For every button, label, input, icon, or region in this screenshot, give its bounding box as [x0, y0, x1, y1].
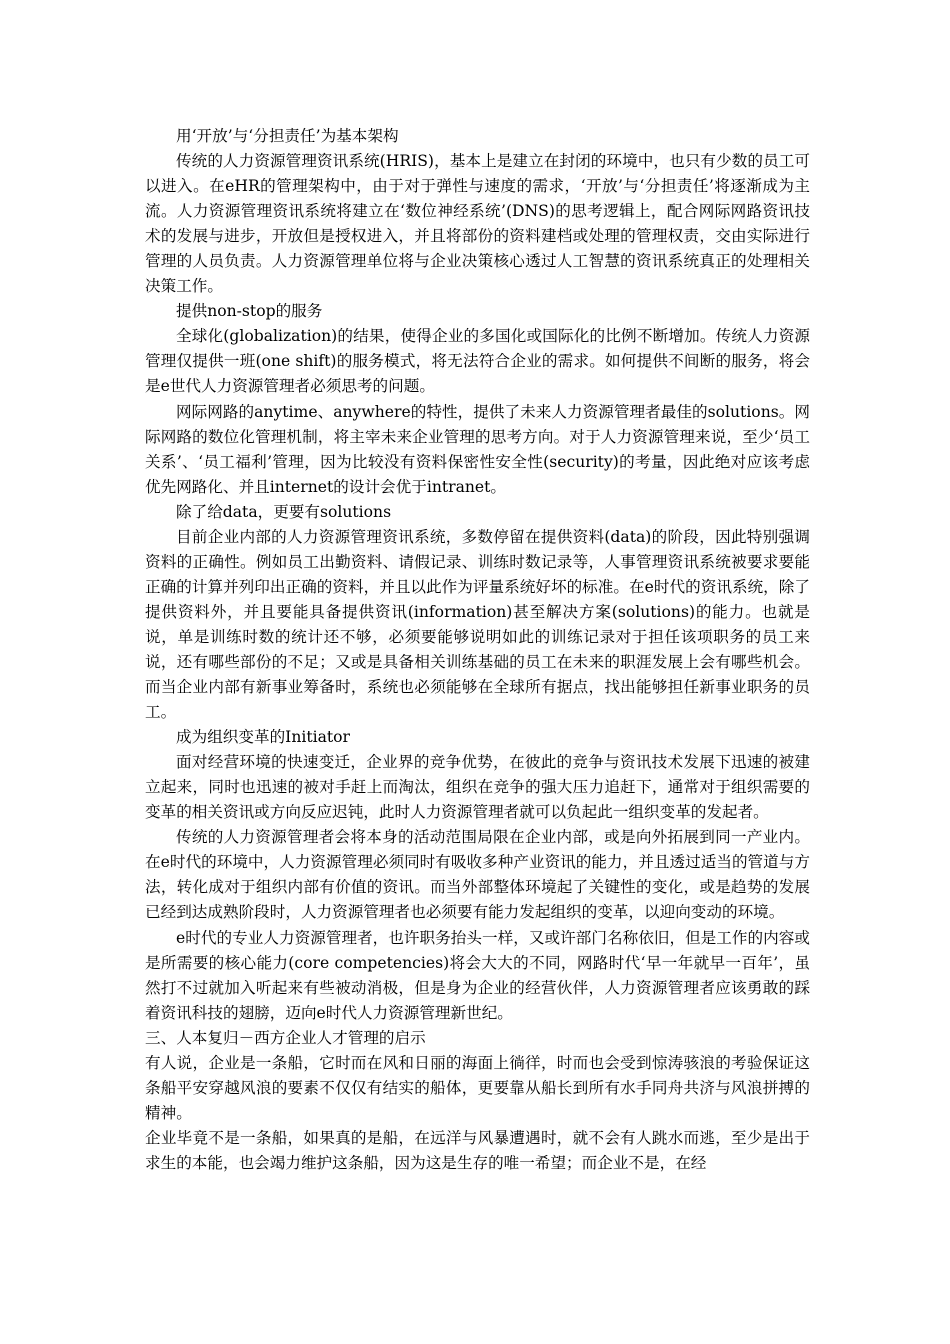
section-heading-data-solutions: 除了给data，更要有solutions [176, 502, 392, 521]
section-heading-open-architecture: 用‘开放’与‘分担责任’为基本架构 [176, 127, 399, 145]
body-paragraph: 面对经营环境的快速变迁，企业界的竞争优势，在彼此的竞争与资讯技术发展下迅速的被建立起来，同时也迅速的被对手赶上而淘汰，组织在竞争的强大压力追赶下，通常对于组织需要的变革的相关资讯或方向反应迟钝，此时人力资源管理者就可以负起此一组织变革的发起者。 [145, 753, 810, 822]
body-paragraph: 企业毕竟不是一条船，如果真的是船，在远洋与风暴遭遇时，就不会有人跳水而逃，至少是出于求生的本能，也会竭力维护这条船，因为这是生存的唯一希望；而企业不是，在经 [145, 1128, 810, 1172]
section-heading-humanism-return: 三、人本复归－西方企业人才管理的启示 [145, 1028, 426, 1047]
body-paragraph: 有人说，企业是一条船，它时而在风和日丽的海面上徜徉，时而也会受到惊涛骇浪的考验保证这条船平安穿越风浪的要素不仅仅有结实的船体，更要靠从船长到所有水手同舟共济与风浪拼搏的精神。 [145, 1053, 810, 1122]
body-paragraph: 传统的人力资源管理资讯系统(HRIS)，基本上是建立在封闭的环境中，也只有少数的员工可以进入。在eHR的管理架构中，由于对于弹性与速度的需求，‘开放’与‘分担责任’将逐渐成为主流。人力资源管理资讯系统将建立在‘数位神经系统’(DNS)的思考逻辑上，配合网际网路资讯技术的发展与进步，开放但是授权进入，并且将部份的资料建档或处理的管理权责，交由实际进行管理的人员负责。人力资源管理单位将与企业决策核心透过人工智慧的资讯系统真正的处理相关决策工作。 [145, 152, 810, 296]
document-body [145, 124, 810, 1176]
section-heading-non-stop-service: 提供non-stop的服务 [176, 302, 323, 321]
body-paragraph: 网际网路的anytime、anywhere的特性，提供了未来人力资源管理者最佳的solutions。网际网路的数位化管理机制，将主宰未来企业管理的思考方向。对于人力资源管理来说，至少‘员工关系’、‘员工福利’管理，因为比较没有资料保密性安全性(security)的考量，因此绝对应该考虑优先网路化、并且internet的设计会优于intranet。 [145, 402, 810, 496]
section-heading-initiator: 成为组织变革的Initiator [176, 728, 351, 747]
body-paragraph: e时代的专业人力资源管理者，也许职务抬头一样，又或许部门名称依旧，但是工作的内容或是所需要的核心能力(core competencies)将会大大的不同，网路时代‘早一年就早一百年’，虽然打不过就加入听起来有些被动消极，但是身为企业的经营伙伴，人力资源管理者应该勇敢的踩着资讯科技的翅膀，迈向e时代人力资源管理新世纪。 [145, 928, 810, 1022]
body-paragraph: 目前企业内部的人力资源管理资讯系统，多数停留在提供资料(data)的阶段，因此特别强调资料的正确性。例如员工出勤资料、请假记录、训练时数记录等，人事管理资讯系统被要求要能正确的计算并列印出正确的资料，并且以此作为评量系统好坏的标准。在e时代的资讯系统，除了提供资料外，并且要能具备提供资讯(information)甚至解决方案(solutions)的能力。也就是说，单是训练时数的统计还不够，必须要能够说明如此的训练记录对于担任该项职务的员工来说，还有哪些部份的不足；又或是具备相关训练基础的员工在未来的职涯发展上会有哪些机会。而当企业内部有新事业筹备时，系统也必须能够在全球所有据点，找出能够担任新事业职务的员工。 [145, 527, 810, 722]
body-paragraph: 传统的人力资源管理者会将本身的活动范围局限在企业内部，或是向外拓展到同一产业内。在e时代的环境中，人力资源管理必须同时有吸收多种产业资讯的能力，并且透过适当的管道与方法，转化成对于组织内部有价值的资讯。而当外部整体环境起了关键性的变化，或是趋势的发展已经到达成熟阶段时，人力资源管理者也必须要有能力发起组织的变革，以迎向变动的环境。 [145, 828, 810, 922]
body-paragraph: 全球化(globalization)的结果，使得企业的多国化或国际化的比例不断增加。传统人力资源管理仅提供一班(one shift)的服务模式，将无法符合企业的需求。如何提供不间断的服务，将会是e世代人力资源管理者必须思考的问题。 [145, 327, 810, 396]
